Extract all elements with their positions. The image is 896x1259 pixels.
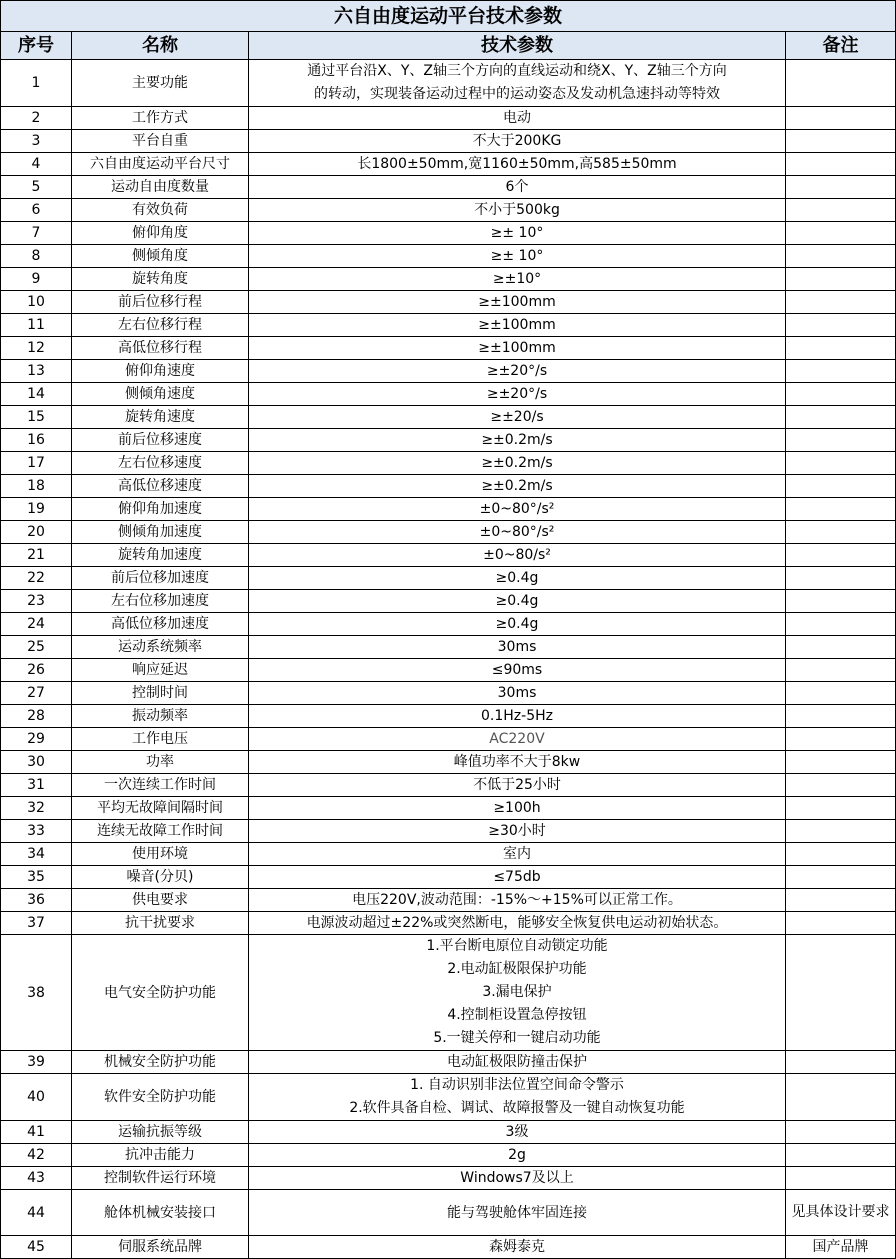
row-name: 高低位移行程 xyxy=(72,337,249,360)
row-number: 31 xyxy=(1,774,72,797)
table-title: 六自由度运动平台技术参数 xyxy=(1,1,896,32)
spec-line: 30ms xyxy=(497,639,537,655)
spec-line: 1. 自动识别非法位置空间命令警示 xyxy=(410,1077,624,1093)
row-note xyxy=(786,314,896,337)
row-name: 旋转角度 xyxy=(72,268,249,291)
row-spec xyxy=(249,1167,786,1190)
row-name: 平台自重 xyxy=(72,130,249,153)
row-spec xyxy=(249,107,786,130)
row-name: 前后位移速度 xyxy=(72,429,249,452)
row-name: 一次连续工作时间 xyxy=(72,774,249,797)
row-note xyxy=(786,360,896,383)
row-spec xyxy=(249,314,786,337)
row-spec xyxy=(249,60,786,107)
row-note xyxy=(786,176,896,199)
row-number: 39 xyxy=(1,1051,72,1074)
row-spec xyxy=(249,429,786,452)
row-number: 27 xyxy=(1,682,72,705)
row-name: 侧倾角度 xyxy=(72,245,249,268)
row-note xyxy=(786,337,896,360)
row-number: 22 xyxy=(1,567,72,590)
spec-line: 通过平台沿X、Y、Z轴三个方向的直线运动和绕X、Y、Z轴三个方向 xyxy=(307,63,727,79)
row-number: 5 xyxy=(1,176,72,199)
table-row xyxy=(1,383,896,406)
row-spec xyxy=(249,452,786,475)
spec-line: AC220V xyxy=(489,731,545,747)
row-note xyxy=(786,406,896,429)
row-spec xyxy=(249,360,786,383)
row-name: 响应延迟 xyxy=(72,659,249,682)
row-note xyxy=(786,590,896,613)
row-number: 16 xyxy=(1,429,72,452)
spec-line: 2.软件具备自检、调试、故障报警及一键自动恢复功能 xyxy=(349,1100,685,1116)
header-row xyxy=(1,32,896,60)
row-note xyxy=(786,1167,896,1190)
spec-line: 室内 xyxy=(503,846,531,862)
row-spec xyxy=(249,751,786,774)
spec-line: 不低于25小时 xyxy=(473,777,561,793)
table-row xyxy=(1,337,896,360)
row-note xyxy=(786,728,896,751)
spec-line: 0.1Hz-5Hz xyxy=(481,708,553,724)
spec-line: ≥±100mm xyxy=(478,340,556,356)
row-note xyxy=(786,60,896,107)
row-name: 舱体机械安装接口 xyxy=(72,1190,249,1236)
row-note xyxy=(786,636,896,659)
row-note xyxy=(786,567,896,590)
table-row xyxy=(1,429,896,452)
row-number: 42 xyxy=(1,1144,72,1167)
row-note xyxy=(786,475,896,498)
row-spec xyxy=(249,475,786,498)
row-spec xyxy=(249,291,786,314)
row-name: 运输抗振等级 xyxy=(72,1121,249,1144)
spec-line: ≥100h xyxy=(493,800,541,816)
row-spec xyxy=(249,912,786,935)
row-name: 左右位移速度 xyxy=(72,452,249,475)
row-note xyxy=(786,797,896,820)
table-body xyxy=(1,60,896,1259)
row-number: 25 xyxy=(1,636,72,659)
table-row xyxy=(1,1121,896,1144)
row-note xyxy=(786,383,896,406)
row-spec xyxy=(249,935,786,1051)
row-number: 34 xyxy=(1,843,72,866)
table-row xyxy=(1,475,896,498)
table-row xyxy=(1,1190,896,1236)
spec-line: 5.一键关停和一键启动功能 xyxy=(433,1030,601,1046)
row-spec xyxy=(249,1236,786,1259)
row-note xyxy=(786,153,896,176)
row-name: 俯仰角度 xyxy=(72,222,249,245)
row-note xyxy=(786,1051,896,1074)
row-number: 36 xyxy=(1,889,72,912)
row-number: 43 xyxy=(1,1167,72,1190)
spec-line: 3级 xyxy=(505,1124,529,1140)
row-note xyxy=(786,130,896,153)
spec-line: 6个 xyxy=(505,179,529,195)
table-row xyxy=(1,613,896,636)
row-name: 工作方式 xyxy=(72,107,249,130)
row-note xyxy=(786,1144,896,1167)
spec-line: ≥±0.2m/s xyxy=(481,478,553,494)
row-number: 20 xyxy=(1,521,72,544)
spec-line: 电动缸极限防撞击保护 xyxy=(447,1054,587,1070)
row-note xyxy=(786,889,896,912)
row-name: 侧倾角加速度 xyxy=(72,521,249,544)
row-name: 使用环境 xyxy=(72,843,249,866)
table-row xyxy=(1,866,896,889)
spec-line: 2g xyxy=(508,1147,526,1163)
row-number: 19 xyxy=(1,498,72,521)
row-number: 4 xyxy=(1,153,72,176)
spec-line: ≤75db xyxy=(493,869,541,885)
row-name: 前后位移加速度 xyxy=(72,567,249,590)
table-row xyxy=(1,935,896,1051)
row-note xyxy=(786,245,896,268)
row-name: 旋转角加速度 xyxy=(72,544,249,567)
row-name: 运动系统频率 xyxy=(72,636,249,659)
row-name: 俯仰角加速度 xyxy=(72,498,249,521)
row-spec xyxy=(249,521,786,544)
table-row xyxy=(1,912,896,935)
row-spec xyxy=(249,1051,786,1074)
row-note xyxy=(786,935,896,1051)
spec-line: ≥±100mm xyxy=(478,317,556,333)
spec-line: ±0~80°/s² xyxy=(479,501,555,517)
spec-line: ≥± 10° xyxy=(490,248,544,264)
row-number: 40 xyxy=(1,1074,72,1121)
row-number: 14 xyxy=(1,383,72,406)
row-name: 旋转角速度 xyxy=(72,406,249,429)
spec-line: ≥30小时 xyxy=(488,823,546,839)
row-number: 45 xyxy=(1,1236,72,1259)
row-number: 35 xyxy=(1,866,72,889)
row-spec xyxy=(249,199,786,222)
row-note xyxy=(786,682,896,705)
row-note xyxy=(786,498,896,521)
table-row xyxy=(1,1167,896,1190)
row-spec xyxy=(249,682,786,705)
table-row xyxy=(1,521,896,544)
table-row xyxy=(1,774,896,797)
spec-line: 能与驾驶舱体牢固连接 xyxy=(447,1204,587,1221)
row-name: 左右位移加速度 xyxy=(72,590,249,613)
row-spec xyxy=(249,1121,786,1144)
spec-line: ±0~80/s² xyxy=(483,547,551,563)
row-name: 供电要求 xyxy=(72,889,249,912)
row-spec xyxy=(249,659,786,682)
row-name: 左右位移行程 xyxy=(72,314,249,337)
spec-line: 峰值功率不大于8kw xyxy=(453,754,581,770)
row-name: 六自由度运动平台尺寸 xyxy=(72,153,249,176)
row-spec xyxy=(249,866,786,889)
spec-line: ≥± 10° xyxy=(490,225,544,241)
row-number: 6 xyxy=(1,199,72,222)
row-spec xyxy=(249,1074,786,1121)
table-row xyxy=(1,1236,896,1259)
row-name: 抗冲击能力 xyxy=(72,1144,249,1167)
spec-line: 电源波动超过±22%或突然断电，能够安全恢复供电运动初始状态。 xyxy=(306,915,728,931)
row-name: 连续无故障工作时间 xyxy=(72,820,249,843)
spec-line: 电压220V,波动范围：-15%～+15%可以正常工作。 xyxy=(352,892,682,908)
row-note: 见具体设计要求 xyxy=(786,1190,896,1236)
row-spec xyxy=(249,337,786,360)
row-number: 21 xyxy=(1,544,72,567)
row-spec xyxy=(249,130,786,153)
row-name: 控制软件运行环境 xyxy=(72,1167,249,1190)
row-number: 24 xyxy=(1,613,72,636)
spec-line: 不大于200KG xyxy=(472,133,562,149)
table-row xyxy=(1,291,896,314)
table-row xyxy=(1,176,896,199)
row-number: 30 xyxy=(1,751,72,774)
row-note xyxy=(786,774,896,797)
row-name: 主要功能 xyxy=(72,60,249,107)
table-row xyxy=(1,314,896,337)
table-row xyxy=(1,567,896,590)
row-number: 33 xyxy=(1,820,72,843)
row-spec xyxy=(249,1144,786,1167)
row-number: 37 xyxy=(1,912,72,935)
row-number: 2 xyxy=(1,107,72,130)
table-row xyxy=(1,797,896,820)
row-name: 有效负荷 xyxy=(72,199,249,222)
spec-line: ≥±0.2m/s xyxy=(481,455,553,471)
row-name: 运动自由度数量 xyxy=(72,176,249,199)
row-note xyxy=(786,268,896,291)
row-spec xyxy=(249,636,786,659)
table-row xyxy=(1,153,896,176)
row-note xyxy=(786,820,896,843)
row-number: 23 xyxy=(1,590,72,613)
spec-line: ≥±20°/s xyxy=(486,386,548,402)
row-number: 29 xyxy=(1,728,72,751)
row-name: 功率 xyxy=(72,751,249,774)
row-name: 高低位移速度 xyxy=(72,475,249,498)
spec-line: 的转动，实现装备运动过程中的运动姿态及发动机急速抖动等特效 xyxy=(314,86,720,102)
row-spec xyxy=(249,728,786,751)
row-spec xyxy=(249,590,786,613)
table-row xyxy=(1,498,896,521)
row-spec xyxy=(249,498,786,521)
spec-line: 30ms xyxy=(497,685,537,701)
table-row xyxy=(1,452,896,475)
row-number: 41 xyxy=(1,1121,72,1144)
row-name: 控制时间 xyxy=(72,682,249,705)
row-spec xyxy=(249,153,786,176)
spec-line: ≥0.4g xyxy=(495,570,539,586)
table-row xyxy=(1,268,896,291)
header-note: 备注 xyxy=(786,32,896,60)
row-name: 平均无故障间隔时间 xyxy=(72,797,249,820)
spec-line: 长1800±50mm,宽1160±50mm,高585±50mm xyxy=(357,156,677,172)
row-number: 28 xyxy=(1,705,72,728)
table-row xyxy=(1,1074,896,1121)
row-note xyxy=(786,429,896,452)
row-spec xyxy=(249,705,786,728)
row-number: 15 xyxy=(1,406,72,429)
spec-line: ≥±10° xyxy=(492,271,542,287)
table-row xyxy=(1,245,896,268)
row-spec xyxy=(249,567,786,590)
row-name: 高低位移加速度 xyxy=(72,613,249,636)
row-note xyxy=(786,452,896,475)
spec-line: 2.电动缸极限保护功能 xyxy=(447,961,587,977)
row-number: 44 xyxy=(1,1190,72,1236)
row-note xyxy=(786,751,896,774)
row-name: 俯仰角速度 xyxy=(72,360,249,383)
spec-line: 不小于500kg xyxy=(474,202,560,218)
spec-line: 电动 xyxy=(503,110,531,126)
header-no: 序号 xyxy=(1,32,72,60)
row-note xyxy=(786,544,896,567)
row-number: 32 xyxy=(1,797,72,820)
row-name: 噪音(分贝) xyxy=(72,866,249,889)
row-name: 抗干扰要求 xyxy=(72,912,249,935)
table-row xyxy=(1,820,896,843)
row-note xyxy=(786,1121,896,1144)
table-row xyxy=(1,728,896,751)
row-number: 8 xyxy=(1,245,72,268)
table-row xyxy=(1,406,896,429)
spec-line: ≥0.4g xyxy=(495,616,539,632)
row-note xyxy=(786,291,896,314)
row-note xyxy=(786,912,896,935)
table-row xyxy=(1,130,896,153)
table-row xyxy=(1,705,896,728)
row-spec xyxy=(249,245,786,268)
row-note xyxy=(786,1074,896,1121)
row-number: 38 xyxy=(1,935,72,1051)
spec-line: 3.漏电保护 xyxy=(482,984,552,1000)
spec-line: ≤90ms xyxy=(491,662,543,678)
table-row xyxy=(1,590,896,613)
row-spec xyxy=(249,843,786,866)
row-name: 伺服系统品牌 xyxy=(72,1236,249,1259)
row-note xyxy=(786,659,896,682)
row-note xyxy=(786,107,896,130)
row-number: 9 xyxy=(1,268,72,291)
header-name: 名称 xyxy=(72,32,249,60)
row-number: 7 xyxy=(1,222,72,245)
table-row xyxy=(1,1144,896,1167)
row-note xyxy=(786,866,896,889)
table-row xyxy=(1,843,896,866)
spec-line: 4.控制柜设置急停按钮 xyxy=(447,1007,587,1023)
row-note xyxy=(786,843,896,866)
row-number: 26 xyxy=(1,659,72,682)
table-row xyxy=(1,199,896,222)
table-row xyxy=(1,889,896,912)
row-number: 10 xyxy=(1,291,72,314)
spec-line: ≥±100mm xyxy=(478,294,556,310)
table-row xyxy=(1,360,896,383)
row-number: 12 xyxy=(1,337,72,360)
row-spec xyxy=(249,383,786,406)
row-number: 3 xyxy=(1,130,72,153)
row-note xyxy=(786,199,896,222)
row-note xyxy=(786,705,896,728)
row-spec xyxy=(249,544,786,567)
row-name: 振动频率 xyxy=(72,705,249,728)
spec-line: ≥0.4g xyxy=(495,593,539,609)
row-name: 工作电压 xyxy=(72,728,249,751)
spec-line: 1.平台断电原位自动锁定功能 xyxy=(426,938,608,954)
row-number: 18 xyxy=(1,475,72,498)
table-row xyxy=(1,544,896,567)
row-name: 前后位移行程 xyxy=(72,291,249,314)
spec-line: ≥±20/s xyxy=(490,409,544,425)
spec-line: 森姆泰克 xyxy=(489,1239,545,1255)
table-row xyxy=(1,636,896,659)
spec-line: ≥±0.2m/s xyxy=(481,432,553,448)
row-note xyxy=(786,222,896,245)
row-spec xyxy=(249,406,786,429)
row-spec xyxy=(249,613,786,636)
spec-line: ≥±20°/s xyxy=(486,363,548,379)
row-spec xyxy=(249,222,786,245)
table-row xyxy=(1,60,896,107)
row-spec xyxy=(249,820,786,843)
spec-line: ±0~80°/s² xyxy=(479,524,555,540)
row-name: 软件安全防护功能 xyxy=(72,1074,249,1121)
row-number: 13 xyxy=(1,360,72,383)
row-spec xyxy=(249,176,786,199)
row-note xyxy=(786,613,896,636)
row-name: 机械安全防护功能 xyxy=(72,1051,249,1074)
row-note: 国产品牌 xyxy=(786,1236,896,1259)
row-number: 11 xyxy=(1,314,72,337)
row-note xyxy=(786,521,896,544)
row-spec xyxy=(249,268,786,291)
row-name: 电气安全防护功能 xyxy=(72,935,249,1051)
spec-line: Windows7及以上 xyxy=(460,1170,574,1186)
row-spec xyxy=(249,889,786,912)
row-spec xyxy=(249,774,786,797)
table-row xyxy=(1,222,896,245)
row-name: 侧倾角速度 xyxy=(72,383,249,406)
table-row xyxy=(1,682,896,705)
table-row xyxy=(1,1051,896,1074)
table-row xyxy=(1,107,896,130)
table-row xyxy=(1,659,896,682)
table-row xyxy=(1,751,896,774)
row-spec xyxy=(249,1190,786,1236)
row-spec xyxy=(249,797,786,820)
header-spec: 技术参数 xyxy=(249,32,786,60)
row-number: 1 xyxy=(1,60,72,107)
row-number: 17 xyxy=(1,452,72,475)
